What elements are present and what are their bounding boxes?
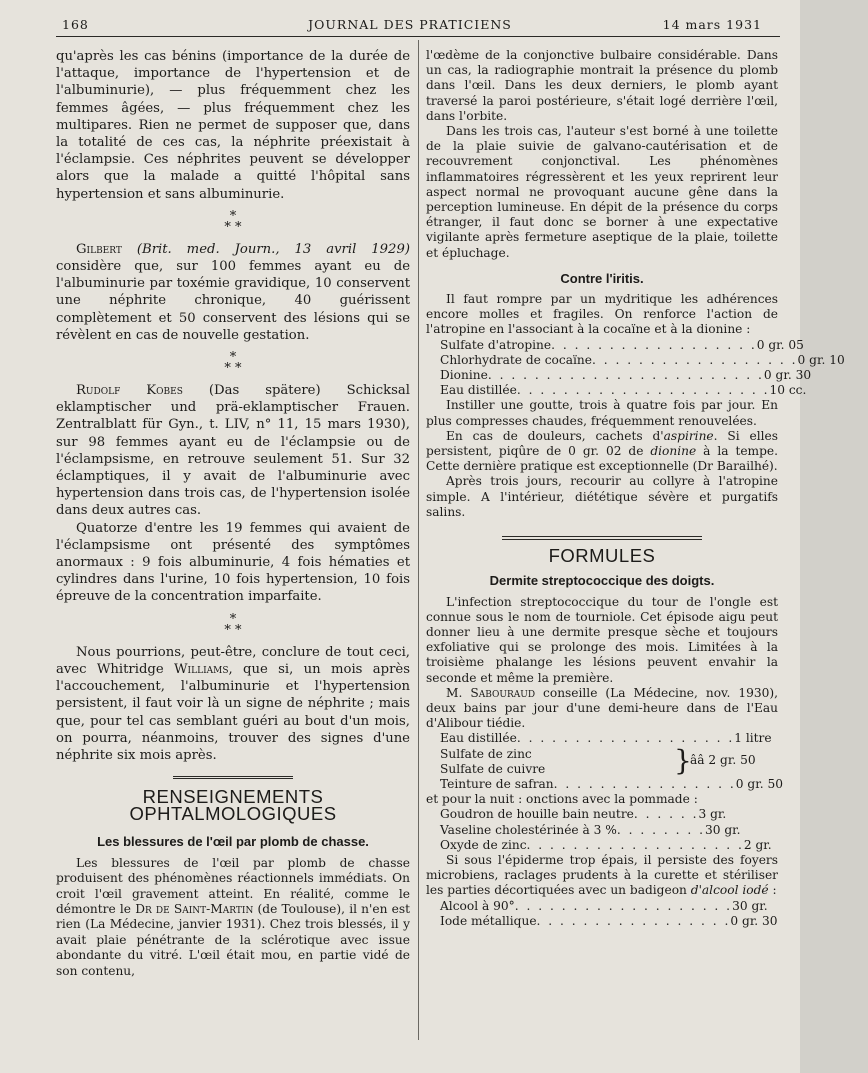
prescription-line: Vaseline cholestérinée à 3 % . . . . . . . . 30 gr. [440, 822, 741, 837]
paragraph: Gilbert (Brit. med. Journ., 13 avril 1929) considère que, sur 100 femmes ayant eu de l'albuminurie par toxémie gravidique, 10 conservent une néphrite chronique, 40 guérissent complètement et 50 conservent des lésions qui se révèlent en cas de nouvelle gestation. [56, 241, 410, 343]
double-rule [502, 536, 702, 544]
prescription [426, 731, 783, 792]
paragraph: M. Sabouraud conseille (La Médecine, nov. 1930), deux bains par jour d'une demi-heure dans de l'Eau d'Alibour tiédie. [426, 685, 779, 731]
paragraph: En cas de douleurs, cachets d'aspirine. Si elles persistent, piqûre de 0 gr. 02 de dionine à la tempe. Cette dernière pratique est exceptionnelle (Dr Barailhé). [426, 428, 779, 474]
prescription-line: Alcool à 90° . . . . . . . . . . . . . . . . . . . 30 gr. [440, 898, 768, 913]
section-stars: * * * [224, 208, 242, 235]
paragraph: Quatorze d'entre les 19 femmes qui avaient de l'éclampsisme ont présenté des symptômes anormaux : 9 fois albuminurie, 4 fois hématies et cylindres dans l'urine, 10 fois hypertension, 10 fois épreuve de la concentration imparfaite. [56, 520, 410, 605]
paragraph: et pour la nuit : onctions avec la pommade : [426, 792, 698, 807]
subsection-title: Les blessures de l'œil par plomb de chasse. [97, 833, 369, 849]
prescription-line: Goudron de houille bain neutre . . . . . . 3 gr. [440, 807, 727, 822]
journal-title: JOURNAL DES PRATICIENS [308, 17, 512, 32]
prescription-line: Eau distillée . . . . . . . . . . . . . . . . . . . 1 litre [440, 731, 772, 746]
paragraph: qu'après les cas bénins (importance de la durée de l'attaque, importance de l'hypertension et de l'albuminurie), — plus fréquemment chez les femmes âgées, — plus fréquemment chez les multipares. Rien ne permet de supposer que, dans la totalité de ces cas, la néphrite préexistait à l'éclampsie. Ces néphrites peuvent se développer alors que la malade a quitté l'hôpital sans hypertension et sans albuminurie. [56, 49, 410, 202]
issue-date: 14 mars 1931 [662, 17, 762, 32]
column-divider [418, 40, 419, 1040]
section-stars: * * * [224, 350, 242, 377]
prescription-line: Dionine . . . . . . . . . . . . . . . . . . . . . . . . 0 gr. 30 [440, 368, 812, 383]
double-rule [173, 776, 293, 782]
paragraph: Rudolf Kobes (Das spätere) Schicksal eklamptischer und prä-eklamptischer Frauen. Zentralblatt für Gyn., t. LIV, n° 11, 15 mars 1930), sur 98 femmes ayant eu de l'éclampsie ou de l'éclampsisme, en retrouve seulement 51. Sur 32 éclamptiques, il y avait de l'albuminurie avec hypertension dans trois cas, de l'hypertension isolée dans deux autres cas. [56, 383, 410, 519]
subsection-title: Dermite streptococcique des doigts. [489, 573, 715, 589]
paragraph: Si sous l'épiderme trop épais, il persiste des foyers microbiens, raclages prudents à la curette et stériliser les parties décortiquées avec un badigeon d'alcool iodé : [426, 852, 778, 898]
paragraph: Instiller une goutte, trois à quatre fois par jour. En plus compresses chaudes, fréquemment renouvelées. [426, 398, 778, 428]
prescription-line: Sulfate d'atropine . . . . . . . . . . . . . . . . . . 0 gr. 05 [440, 337, 804, 352]
left-column [56, 48, 410, 979]
section-stars: * * * [224, 611, 242, 638]
paragraph: L'infection streptococcique du tour de l'ongle est connue sous le nom de tourniole. Cet épisode aigu peut donner lieu à une dermite presque sèche et toujours exfoliative qui se prolonge des mois. Limitées à la troisième phalange les lésions peuvent envahir la seconde et même la première. [426, 594, 778, 685]
prescription-line: Chlorhydrate de cocaïne . . . . . . . . . . . . . . . . . . 0 gr. 10 [440, 352, 845, 367]
paragraph: Dans les trois cas, l'auteur s'est borné à une toilette de la plaie suivie de galvano-cautérisation et de recouvrement conjonctival. Les phénomènes inflammatoires régressèrent et les yeux reprirent leur aspect normal ne provoquant aucune gêne dans la perception lumineuse. En dépit de la présence du corps étranger, il faut donc se borner à une expectative vigilante après fermeture aseptique de la plaie, toilette et épluchage. [426, 124, 778, 260]
paragraph: Les blessures de l'œil par plomb de chasse produisent des phénomènes réactionnels immédiats. On croit l'œil gravement atteint. En réalité, comme le démontre le Dr de Saint-Martin (de Toulouse), il n'en est rien (La Médecine, janvier 1931). Chez trois blessés, il y avait plaie pénétrante de la sclérotique avec issue abondante du vitré. L'œil était mou, en partie vidé de son contenu, [56, 855, 410, 978]
prescription [426, 337, 845, 399]
brace: } [674, 743, 692, 777]
prescription-line: Eau distillée . . . . . . . . . . . . . . . . . . . . . . 10 cc. [440, 383, 807, 398]
prescription [426, 807, 778, 853]
prescription-line: Oxyde de zinc . . . . . . . . . . . . . . . . . . . 2 gr. [440, 837, 772, 852]
header-rule [56, 36, 780, 37]
running-header [56, 14, 764, 34]
subsection-title: Contre l'iritis. [560, 270, 644, 286]
right-column [426, 48, 845, 929]
prescription [426, 899, 778, 929]
section-title: RENSEIGNEMENTS OPHTALMOLOGIQUES [129, 786, 337, 825]
paragraph: l'œdème de la conjonctive bulbaire considérable. Dans un cas, la radiographie montrait la présence du plomb dans l'œil. Dans les deux derniers, le plomb ayant traversé la paroi postérieure, s'était logé derrière l'œil, dans l'orbite. [426, 48, 778, 123]
paragraph: Après trois jours, recourir au collyre à l'atropine simple. A l'intérieur, diététique sévère et purgatifs salins. [426, 474, 778, 519]
prescription-line: Teinture de safran . . . . . . . . . . . . . . . . 0 gr. 50 [440, 776, 783, 791]
paragraph: Il faut rompre par un mydritique les adhérences encore molles et fragiles. On renforce l'action de l'atropine en l'associant à la cocaïne et à la dionine : [426, 292, 778, 337]
page-number: 168 [62, 17, 89, 32]
paragraph: Nous pourrions, peut-être, conclure de tout ceci, avec Whitridge Williams, que si, un mois après l'accouchement, l'albuminurie et l'hypertension persistent, il faut voir là un signe de néphrite ; mais que, pour tel cas semblant guéri au bout d'un mois, on pourra, néanmoins, trouver des signes d'une néphrite six mois après. [56, 644, 410, 763]
prescription-group: Sulfate de zinc Sulfate de cuivre } ââ 2 gr. 50 [440, 743, 756, 777]
prescription-line: Iode métallique . . . . . . . . . . . . . . . . . 0 gr. 30 [440, 913, 778, 928]
section-title: FORMULES [548, 545, 656, 567]
